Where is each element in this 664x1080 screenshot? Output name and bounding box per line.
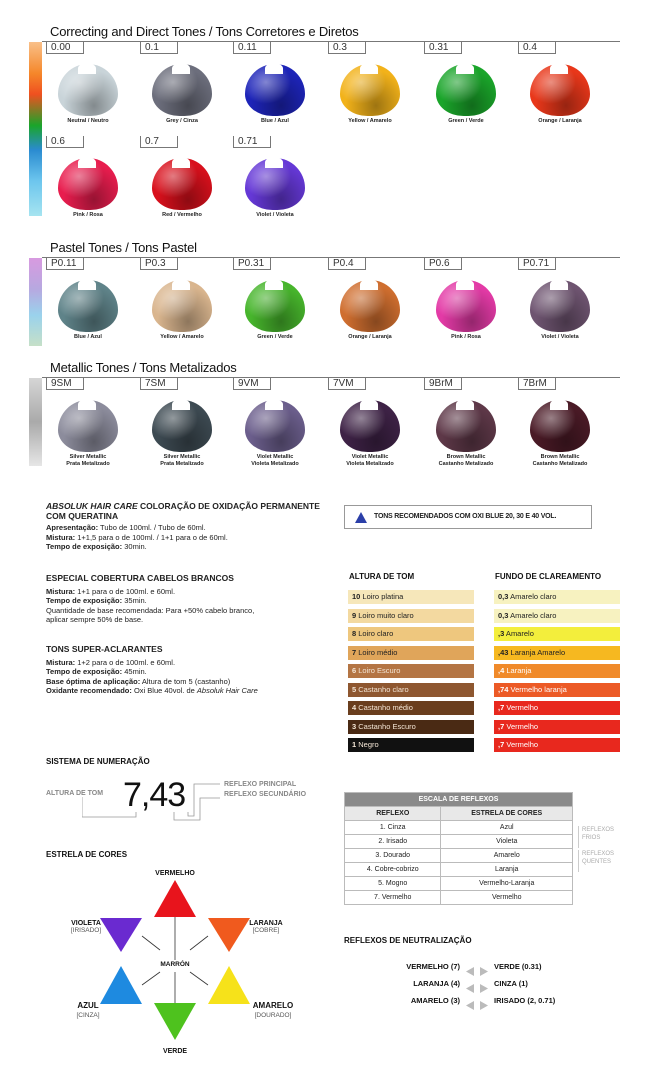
neutral-right: IRISADO (2, 0.71) [494,996,556,1005]
reflexo-secundario-label: REFLEXO SECUNDÁRIO [224,791,307,798]
swatch-code: 0.00 [46,42,84,54]
neutral-right: CINZA (1) [494,979,528,988]
hair-swatch-image [530,64,590,116]
recommend-box [344,505,592,529]
section-title-correcting: Correcting and Direct Tones / Tons Corretores e Diretos [50,24,359,39]
fundo-row: ,3 Amarelo [494,627,620,641]
neutral-title: REFLEXOS DE NEUTRALIZAÇÃO [344,936,472,945]
altura-header: ALTURA DE TOM [349,572,415,581]
swatch-code: 7BrM [518,378,556,390]
swatch-p0-11 [46,258,142,350]
swatch-code: 0.4 [518,42,556,54]
escala-col-reflexo: REFLEXO [345,807,441,821]
altura-row: 5 Castanho claro [348,683,474,697]
swatch-0-4 [518,42,614,134]
hair-swatch-image [58,280,118,332]
swatch-p0-3 [140,258,236,350]
swatch-7sm [140,378,236,470]
escala-row: 3. Dourado Amarelo [345,849,573,863]
swatch-code: 9BrM [424,378,462,390]
swatch-0-31 [424,42,520,134]
swatch-p0-6 [424,258,520,350]
reflexos-frios-label: REFLEXOS FRIOS [578,826,614,848]
star-label-violeta: VIOLETA [IRISADO] [70,920,102,934]
hair-swatch-image [436,400,496,452]
altura-row: 9 Loiro muito claro [348,609,474,623]
neutral-left: VERMELHO (7) [406,962,460,971]
swatch-9vm [233,378,329,470]
swatch-0-7 [140,136,236,228]
swatch-code: P0.71 [518,258,556,270]
arrows-icon [466,963,488,981]
swatch-name: Violet / Violeta [541,334,579,340]
swatch-7brm [518,378,614,470]
estrela-title: ESTRELA DE CORES [46,850,128,859]
swatch-code: 0.7 [140,136,178,148]
hair-swatch-image [340,280,400,332]
altura-row: 4 Castanho médio [348,701,474,715]
hair-swatch-image [245,280,305,332]
star-green [154,1003,196,1040]
swatch-p0-4 [328,258,424,350]
escala-row: 7. Vermelho Vermelho [345,891,573,905]
swatch-code: P0.6 [424,258,462,270]
fundo-row: ,4 Laranja [494,664,620,678]
star-label-azul: AZUL [CINZA] [76,1001,100,1019]
swatch-name: Blue / Azul [74,334,102,340]
altura-row: 1 Negro [348,738,474,752]
swatch-name: Pink / Rosa [451,334,481,340]
star-label-verde: VERDE [162,1048,188,1055]
swatch-code: P0.4 [328,258,366,270]
hair-swatch-image [152,158,212,210]
altura-row: 7 Loiro médio [348,646,474,660]
fundo-row: ,7 Vermelho [494,720,620,734]
swatch-name: Orange / Laranja [348,334,392,340]
swatch-name: Yellow / Amarelo [348,118,392,124]
altura-row: 10 Loiro platina [348,590,474,604]
star-yellow [208,966,250,1004]
escala-title: ESCALA DE REFLEXOS [345,793,573,807]
super-info: TONS SUPER-ACLARANTES Mistura: 1+2 para o de 100ml. e 60ml. Tempo de exposição: 45min. Base óptima de aplicação: Altura de tom 5 (castanho) Oxidante recomendado: Oxi Blue 40vol. de Absoluk Hair Care [46,644,258,695]
hair-swatch-image [245,158,305,210]
hair-swatch-image [58,400,118,452]
swatch-9brm [424,378,520,470]
star-blue [100,966,142,1004]
swatch-name: Grey / Cinza [166,118,198,124]
escala-row: 2. Irisado Violeta [345,835,573,849]
escala-row: 1. Cinza Azul [345,821,573,835]
swatch-code: 0.31 [424,42,462,54]
fundo-header: FUNDO DE CLAREAMENTO [495,572,602,581]
triangle-icon [355,512,367,523]
hair-swatch-image [58,158,118,210]
swatch-0-3 [328,42,424,134]
escala-col-estrela: ESTRELA DE CORES [441,807,573,821]
swatch-code: 0.1 [140,42,178,54]
neutral-left: AMARELO (3) [410,996,460,1005]
escala-row: 4. Cobre-cobrizo Laranja [345,863,573,877]
star-label-laranja: LARANJA [COBRE] [249,920,283,934]
star-label-amarelo: AMARELO [DOURADO] [252,1001,294,1019]
swatch-name: Violet Metallic Violeta Metalizado [251,454,299,467]
arrows-icon [466,980,488,998]
arrows-icon [466,997,488,1015]
swatch-name: Yellow / Amarelo [160,334,204,340]
swatch-code: 0.6 [46,136,84,148]
reflexo-principal-label: REFLEXO PRINCIPAL [224,781,297,788]
color-strip-metallic [29,378,42,466]
escala-row: 5. Mogno Vermelho-Laranja [345,877,573,891]
swatch-code: 9VM [233,378,271,390]
hair-swatch-image [436,280,496,332]
star-label-marron: MARRÓN [160,961,190,968]
swatch-name: Green / Verde [448,118,484,124]
altura-row: 6 Loiro Escuro [348,664,474,678]
swatch-code: 7SM [140,378,178,390]
hair-swatch-image [340,400,400,452]
hair-swatch-image [530,280,590,332]
swatch-0-6 [46,136,142,228]
swatch-0-00 [46,42,142,134]
altura-row: 3 Castanho Escuro [348,720,474,734]
especial-info: ESPECIAL COBERTURA CABELOS BRANCOS Mistura: 1+1 para o de 100ml. e 60ml. Tempo de exposição: 35min. Quantidade de base recomendada: Para +50% cabelo branco, aplicar sempre 50% de base. [46,573,255,624]
swatch-name: Neutral / Neutro [67,118,109,124]
swatch-name: Brown Metallic Castanho Metalizado [438,454,494,467]
hair-swatch-image [436,64,496,116]
swatch-name: Blue / Azul [261,118,289,124]
swatch-0-71 [233,136,329,228]
hair-swatch-image [152,280,212,332]
swatch-p0-31 [233,258,329,350]
fundo-row: 0,3 Amarelo claro [494,590,620,604]
section-title-metallic: Metallic Tones / Tons Metalizados [50,360,237,375]
swatch-0-1 [140,42,236,134]
swatch-name: Pink / Rosa [73,212,103,218]
swatch-0-11 [233,42,329,134]
hair-swatch-image [530,400,590,452]
swatch-9sm [46,378,142,470]
swatch-code: P0.31 [233,258,271,270]
hair-swatch-image [152,64,212,116]
product-info: ABSOLUK HAIR CARE COLORAÇÃO DE OXIDAÇÃO PERMANENTE COM QUERATINA Apresentação: Tubo de 100ml. / Tubo de 60ml. Mistura: 1+1,5 para o de 100ml. / 1+1 para o de 60ml. Tempo de exposição: 30min. [46,501,320,551]
escala-table [344,792,573,905]
altura-de-tom-label: ALTURA DE TOM [46,790,104,797]
section-title-pastel: Pastel Tones / Tons Pastel [50,240,197,255]
swatch-code: P0.3 [140,258,178,270]
recommend-text: TONS RECOMENDADOS COM OXI BLUE 20, 30 E 40 VOL. [374,513,557,520]
swatch-name: Silver Metallic Prata Metalizado [66,454,110,467]
hair-swatch-image [58,64,118,116]
swatch-p0-71 [518,258,614,350]
swatch-code: 0.11 [233,42,271,54]
reflexos-quentes-label: REFLEXOS QUENTES [578,850,614,872]
fundo-row: 0,3 Amarelo claro [494,609,620,623]
fundo-row: ,7 Vermelho [494,701,620,715]
fundo-row: ,74 Vermelho laranja [494,683,620,697]
color-strip-correcting [29,42,42,216]
star-red [154,880,196,917]
neutral-left: LARANJA (4) [413,979,460,988]
swatch-code: 0.71 [233,136,271,148]
swatch-name: Violet Metallic Violeta Metalizado [346,454,394,467]
swatch-name: Silver Metallic Prata Metalizado [160,454,204,467]
swatch-name: Violet / Violeta [256,212,294,218]
hair-swatch-image [245,400,305,452]
swatch-code: P0.11 [46,258,84,270]
swatch-code: 0.3 [328,42,366,54]
fundo-row: ,7 Vermelho [494,738,620,752]
star-label-vermelho: VERMELHO [155,870,195,877]
numeracao-lines [82,780,222,822]
hair-swatch-image [340,64,400,116]
swatch-name: Orange / Laranja [538,118,582,124]
example-number: 7,43 [123,776,186,814]
color-strip-pastel [29,258,42,346]
hair-swatch-image [152,400,212,452]
swatch-code: 7VM [328,378,366,390]
numeracao-title: SISTEMA DE NUMERAÇÃO [46,757,150,766]
neutral-right: VERDE (0.31) [494,962,542,971]
swatch-name: Red / Vermelho [162,212,202,218]
fundo-row: ,43 Laranja Amarelo [494,646,620,660]
swatch-name: Green / Verde [257,334,293,340]
hair-swatch-image [245,64,305,116]
altura-row: 8 Loiro claro [348,627,474,641]
swatch-name: Brown Metallic Castanho Metalizado [532,454,588,467]
swatch-7vm [328,378,424,470]
swatch-code: 9SM [46,378,84,390]
